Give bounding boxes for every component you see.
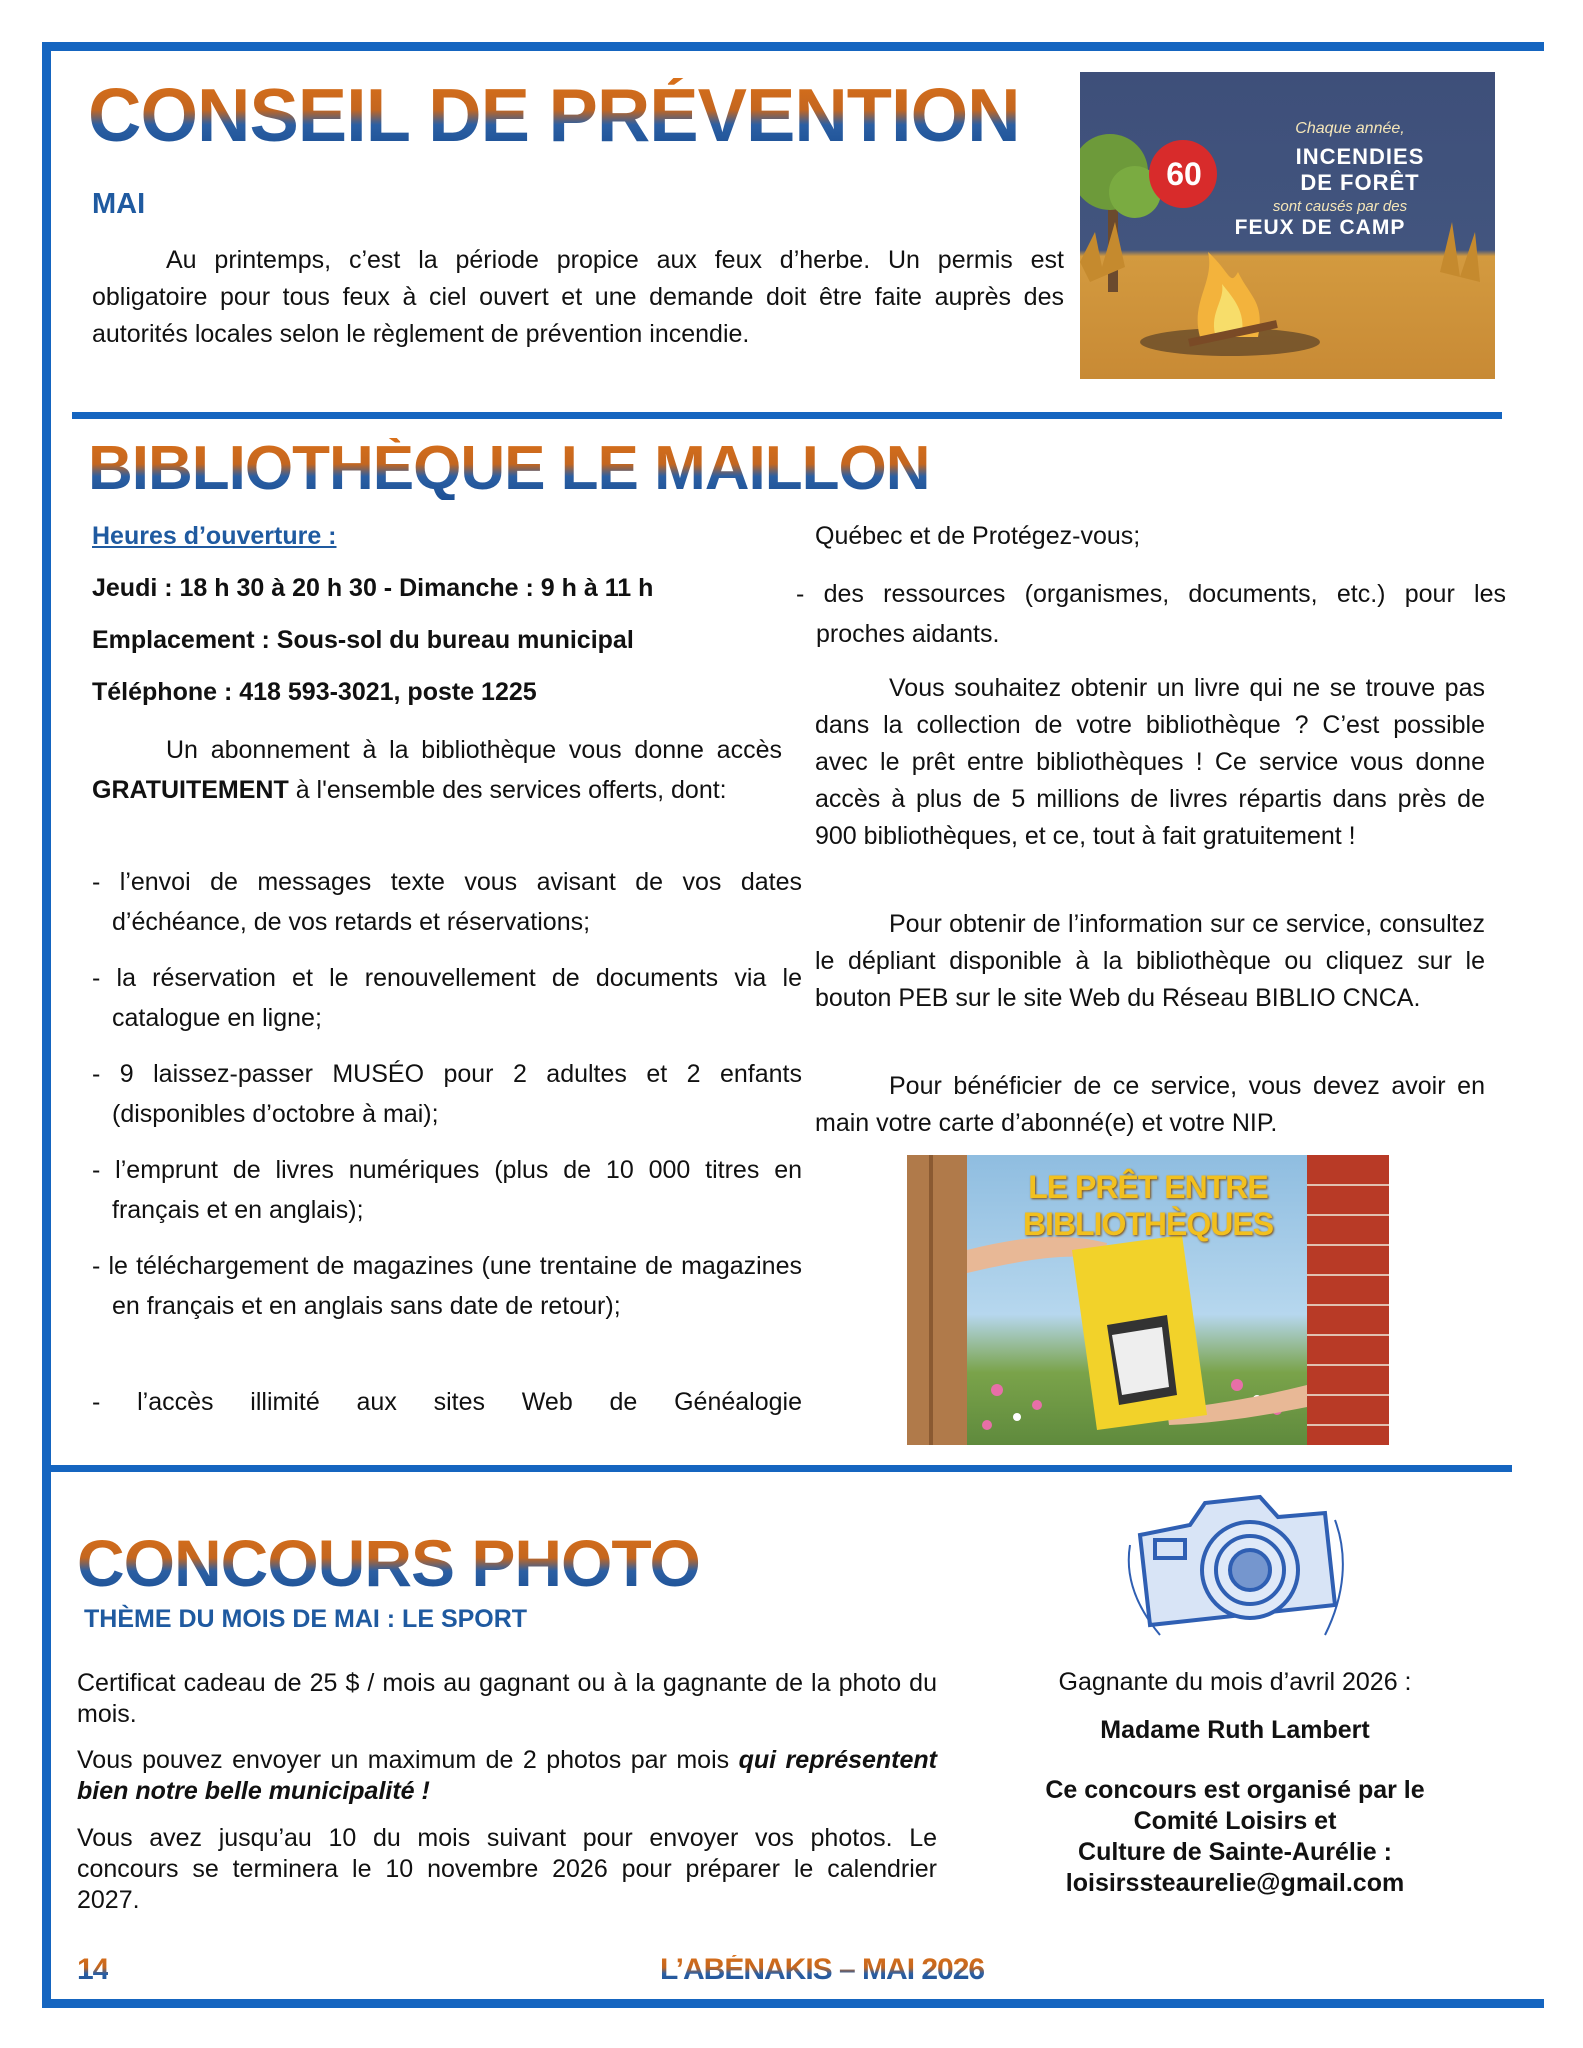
infographic-line4: sont causés par des [1272, 198, 1408, 215]
library-item-2: - la réservation et le renouvellement de documents via le catalogue en ligne; [92, 964, 802, 1032]
library-item-1: - l’envoi de messages texte vous avisant de vos dates d’échéance, de vos retards et réservations; [92, 868, 802, 936]
library-para-1: Vous souhaitez obtenir un livre qui ne se trouve pas dans la collection de votre bibliothèque ? C’est possible avec le prêt entre bibliothèques ! Ce service vous donne accès à plus de 5 millions de livres répartis dans près de 900 bibliothèques, et ce, tout à fait gratuitement ! [815, 674, 1485, 850]
campfire-infographic [1080, 72, 1495, 379]
library-col2-continuation: Québec et de Protégez-vous; [815, 522, 1141, 550]
organizer-line-3: Culture de Sainte-Aurélie : [1078, 1838, 1392, 1866]
contest-theme: THÈME DU MOIS DE MAI : LE SPORT [84, 1605, 528, 1633]
publication-name: L’ABÉNAKIS – MAI 2026 [660, 1953, 985, 1986]
organizer-line-1: Ce concours est organisé par le [1045, 1776, 1425, 1804]
library-hours-label: Heures d’ouverture : [92, 522, 337, 550]
contest-paragraph-3: Vous avez jusqu’au 10 du mois suivant pour envoyer vos photos. Le concours se terminera le 10 novembre 2026 pour préparer le calendrier 2027. [77, 1824, 937, 1914]
organizer-email[interactable]: loisirssteaurelie@gmail.com [1065, 1869, 1405, 1897]
library-location: Emplacement : Sous-sol du bureau municipal [92, 626, 634, 654]
contest-paragraph-2 [77, 1745, 937, 1807]
contest-paragraph-1: Certificat cadeau de 25 $ / mois au gagnant ou à la gagnante de la photo du mois. [77, 1669, 937, 1728]
frame-top [42, 42, 1544, 51]
library-item-5: - le téléchargement de magazines (une trentaine de magazines en français et en anglais sans date de retour); [92, 1252, 802, 1320]
infographic-line3: DE FORÊT [1300, 170, 1420, 195]
page-number: 14 [77, 1953, 109, 1986]
library-phone: Téléphone : 418 593-3021, poste 1225 [92, 678, 537, 706]
library-intro [92, 730, 782, 810]
divider-2 [42, 1465, 1512, 1472]
library-title: BIBLIOTHÈQUE LE MAILLON [88, 434, 930, 503]
prevention-title: CONSEIL DE PRÉVENTION [88, 72, 1020, 158]
frame-left-bottom [42, 1465, 51, 2008]
library-item-6: - l’accès illimité aux sites Web de Généalogie [92, 1388, 802, 1416]
library-intro-bold: GRATUITEMENT [92, 776, 289, 804]
library-intro-before: Un abonnement à la bibliothèque vous donne accès [166, 736, 782, 764]
contest-paragraph-2-normal: Vous pouvez envoyer un maximum de 2 photos par mois [77, 1746, 739, 1774]
library-item-4: - l’emprunt de livres numériques (plus de 10 000 titres en français et en anglais); [92, 1156, 802, 1224]
library-hours: Jeudi : 18 h 30 à 20 h 30 - Dimanche : 9 h à 11 h [92, 574, 654, 602]
organizer-line-2: Comité Loisirs et [1133, 1807, 1337, 1835]
infographic-line5: FEUX DE CAMP [1234, 216, 1406, 239]
prevention-text: Au printemps, c’est la période propice aux feux d’herbe. Un permis est obligatoire pour tous feux à ciel ouvert et une demande doit être faite auprès des autorités locales selon le règlement de prévention incendie. [92, 246, 1064, 348]
contest-paragraph-2-emphasis: qui représentent bien notre belle municipalité ! [77, 1746, 937, 1805]
library-col2-item: - des ressources (organismes, documents, etc.) pour les proches aidants. [796, 580, 1506, 648]
interlibrary-loan-title: LE PRÊT ENTRE BIBLIOTHÈQUES [1022, 1169, 1274, 1242]
prevention-month: MAI [92, 188, 146, 220]
frame-left-top [42, 42, 51, 1472]
infographic-line1: Chaque année, [1295, 120, 1405, 137]
frame-bottom [42, 1999, 1544, 2008]
camera-icon [1120, 1485, 1350, 1650]
infographic-line2: INCENDIES [1295, 144, 1425, 169]
library-intro-after: à l'ensemble des services offerts, dont: [288, 776, 727, 804]
interlibrary-loan-image [907, 1155, 1389, 1445]
library-para-2: Pour obtenir de l’information sur ce service, consultez le dépliant disponible à la bibliothèque ou cliquez sur le bouton PEB sur le site Web du Réseau BIBLIO CNCA. [815, 910, 1485, 1012]
winner-name: Madame Ruth Lambert [1100, 1716, 1370, 1744]
library-item-3: - 9 laissez-passer MUSÉO pour 2 adultes et 2 enfants (disponibles d’octobre à mai); [92, 1060, 802, 1128]
winner-label: Gagnante du mois d’avril 2026 : [1058, 1668, 1412, 1696]
infographic-number: 60 [1166, 156, 1202, 192]
contest-title: CONCOURS PHOTO [77, 1526, 700, 1600]
library-para-3: Pour bénéficier de ce service, vous devez avoir en main votre carte d’abonné(e) et votre NIP. [815, 1072, 1485, 1137]
divider-1 [72, 412, 1502, 419]
